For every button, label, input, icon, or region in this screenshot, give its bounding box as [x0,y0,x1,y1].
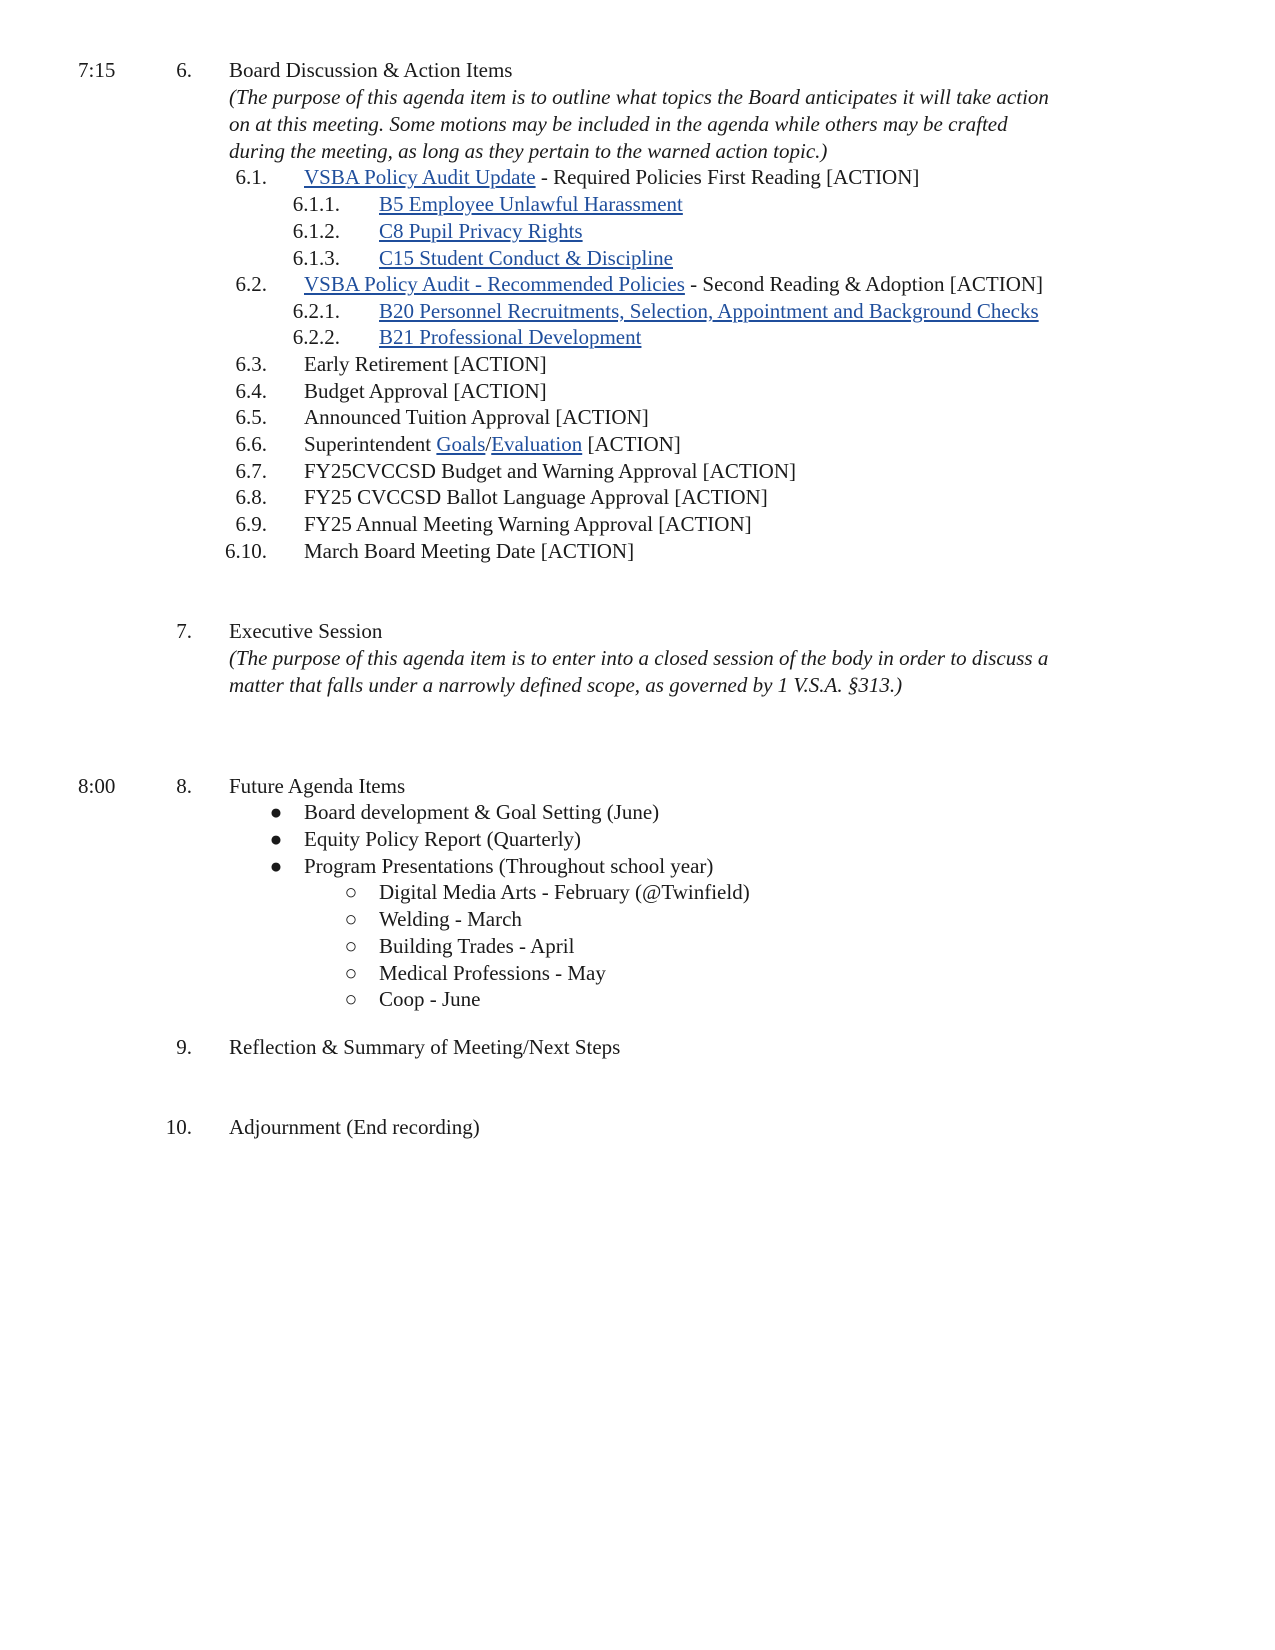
bullet-icon: ● [269,827,283,851]
item-number-6-9: 6.9. [235,512,267,536]
item-number-6-5: 6.5. [235,405,267,429]
item-6-6-separator: / [485,432,492,456]
circle-bullet-icon: ○ [344,961,358,985]
circle-bullet-icon: ○ [344,987,358,1011]
sub-list-item: Welding - March [379,907,522,931]
item-number-7: 7. [176,619,192,643]
item-6-2-1 [379,299,1039,323]
b20-policy-link[interactable]: B20 Personnel Recruitments, Selection, Appointment and Background Checks [379,299,1039,323]
c15-policy-link[interactable]: C15 Student Conduct & Discipline [379,246,673,270]
item-6-2 [304,272,1043,296]
item-number-6-2: 6.2. [235,272,267,296]
goals-link[interactable]: Goals [436,432,486,456]
item-number-6-1-1: 6.1.1. [292,192,340,216]
item-6-8: FY25 CVCCSD Ballot Language Approval [ACTION] [304,485,768,509]
circle-bullet-icon: ○ [344,934,358,958]
item-number-6-8: 6.8. [235,485,267,509]
item-6-2-2 [379,325,641,349]
b21-policy-link[interactable]: B21 Professional Development [379,325,642,349]
item-number-6-1-2: 6.1.2. [292,219,340,243]
circle-bullet-icon: ○ [344,907,358,931]
item-number-6: 6. [176,58,192,82]
item-number-6-1-3: 6.1.3. [292,246,340,270]
section-6-description-line: (The purpose of this agenda item is to outline what topics the Board anticipates it will take action [229,85,1049,109]
item-number-10: 10. [165,1115,192,1139]
item-number-9: 9. [176,1035,192,1059]
bullet-icon: ● [269,854,283,878]
list-item: Equity Policy Report (Quarterly) [304,827,582,851]
item-6-4: Budget Approval [ACTION] [304,379,547,403]
item-number-6-4: 6.4. [235,379,267,403]
section-10-title: Adjournment (End recording) [229,1115,480,1139]
list-item: Program Presentations (Throughout school year) [304,854,714,878]
item-6-1 [304,165,919,189]
item-6-6 [304,432,681,456]
item-6-1-text: - Required Policies First Reading [ACTION] [535,165,920,189]
item-6-7: FY25CVCCSD Budget and Warning Approval [ACTION] [304,459,796,483]
item-number-6-2-2: 6.2.2. [292,325,340,349]
item-6-5: Announced Tuition Approval [ACTION] [304,405,649,429]
item-6-2-text: - Second Reading & Adoption [ACTION] [684,272,1044,296]
section-9-title: Reflection & Summary of Meeting/Next Steps [229,1035,621,1059]
item-6-1-1 [379,192,683,216]
list-item: Board development & Goal Setting (June) [304,800,660,824]
sub-list-item: Medical Professions - May [379,961,606,985]
section-6-description-line: during the meeting, as long as they pertain to the warned action topic.) [229,139,828,163]
item-number-8: 8. [176,774,192,798]
c8-policy-link[interactable]: C8 Pupil Privacy Rights [379,219,583,243]
section-7-title: Executive Session [229,619,383,643]
item-number-6-2-1: 6.2.1. [292,299,340,323]
section-7-description-line: (The purpose of this agenda item is to enter into a closed session of the body in order to discuss a [229,646,1049,670]
item-number-6-6: 6.6. [235,432,267,456]
item-number-6-7: 6.7. [235,459,267,483]
bullet-icon: ● [269,800,283,824]
item-6-10: March Board Meeting Date [ACTION] [304,539,635,563]
item-6-1-2 [379,219,583,243]
section-8-title: Future Agenda Items [229,774,406,798]
item-number-6-3: 6.3. [235,352,267,376]
item-6-6-prefix: Superintendent [304,432,437,456]
item-6-1-3 [379,246,673,270]
time-800: 8:00 [78,774,116,798]
section-7-description-line: matter that falls under a narrowly defined scope, as governed by 1 V.S.A. §313.) [229,673,903,697]
evaluation-link[interactable]: Evaluation [491,432,583,456]
time-715: 7:15 [78,58,116,82]
item-6-9: FY25 Annual Meeting Warning Approval [ACTION] [304,512,752,536]
item-6-3: Early Retirement [ACTION] [304,352,547,376]
sub-list-item: Building Trades - April [379,934,575,958]
section-6-title: Board Discussion & Action Items [229,58,513,82]
circle-bullet-icon: ○ [344,880,358,904]
sub-list-item: Digital Media Arts - February (@Twinfield) [379,880,750,904]
item-6-6-suffix: [ACTION] [582,432,681,456]
item-number-6-1: 6.1. [235,165,267,189]
section-6-description-line: on at this meeting. Some motions may be included in the agenda while others may be crafted [229,112,1008,136]
vsba-policy-audit-update-link[interactable]: VSBA Policy Audit Update [304,165,536,189]
b5-policy-link[interactable]: B5 Employee Unlawful Harassment [379,192,683,216]
sub-list-item: Coop - June [379,987,481,1011]
vsba-recommended-policies-link[interactable]: VSBA Policy Audit - Recommended Policies [304,272,685,296]
item-number-6-10: 6.10. [225,539,267,563]
